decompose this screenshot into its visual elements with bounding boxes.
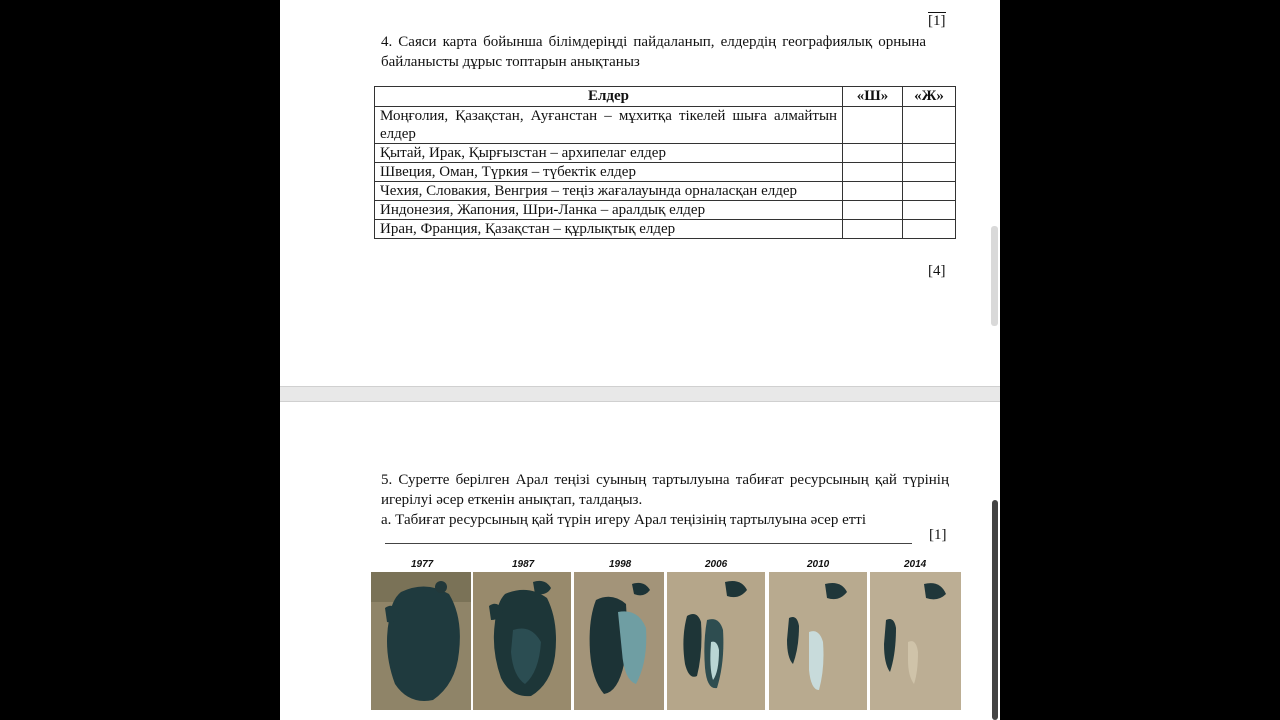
- header-false: «Ж»: [903, 87, 956, 107]
- row-statement: Швеция, Оман, Түркия – түбектік елдер: [375, 163, 843, 182]
- question-4-text: 4. Саяси карта бойынша білімдеріңді пайдаланып, елдердің географиялық орнына байланысты дұрыс топтарын анықтаныз: [381, 34, 926, 70]
- aral-2010-image: [769, 572, 867, 710]
- aral-2014-image: [870, 572, 961, 710]
- true-cell[interactable]: [843, 182, 903, 201]
- false-cell[interactable]: [903, 107, 956, 144]
- aral-1998-image: [574, 572, 664, 710]
- row-statement: Чехия, Словакия, Венгрия – теңіз жағалауында орналасқан елдер: [375, 182, 843, 201]
- header-true: «Ш»: [843, 87, 903, 107]
- false-cell[interactable]: [903, 182, 956, 201]
- row-statement: Қытай, Ирак, Қырғызстан – архипелаг елдер: [375, 144, 843, 163]
- false-cell[interactable]: [903, 220, 956, 239]
- aral-1977-image: [371, 572, 471, 710]
- header-countries: Елдер: [375, 87, 843, 107]
- table-header-row: [375, 87, 956, 107]
- table-row: [375, 220, 956, 239]
- question-5-score: [1]: [929, 527, 947, 543]
- table-row: [375, 163, 956, 182]
- year-label: 1987: [512, 559, 535, 570]
- row-statement: Индонезия, Жапония, Шри-Ланка – аралдық елдер: [375, 201, 843, 220]
- true-cell[interactable]: [843, 163, 903, 182]
- aral-2006-image: [667, 572, 765, 710]
- year-label: 1998: [609, 559, 632, 570]
- aral-1987-image: [473, 572, 571, 710]
- aral-sea-images: [371, 555, 961, 715]
- answer-line[interactable]: [385, 543, 912, 544]
- page-separator: [280, 386, 1000, 402]
- question-5a-text: а. Табиғат ресурсының қай түрін игеру Арал теңізінің тартылуына әсер етті: [381, 512, 867, 528]
- table-row: [375, 182, 956, 201]
- true-cell[interactable]: [843, 220, 903, 239]
- countries-table: [374, 86, 956, 239]
- table-row: [375, 201, 956, 220]
- question-4-score: [4]: [928, 263, 946, 279]
- year-label: 1977: [411, 559, 434, 570]
- row-statement: Иран, Франция, Қазақстан – құрлықтық елдер: [375, 220, 843, 239]
- table-row: [375, 144, 956, 163]
- false-cell[interactable]: [903, 201, 956, 220]
- row-statement: Моңғолия, Қазақстан, Ауғанстан – мұхитқа тікелей шыға алмайтын елдер: [375, 107, 843, 144]
- table-row: [375, 107, 956, 144]
- year-label: 2014: [904, 559, 927, 570]
- scrollbar-thumb[interactable]: [991, 226, 998, 326]
- scrollbar-track[interactable]: [992, 500, 998, 720]
- previous-score: [1]: [928, 13, 946, 29]
- year-label: 2010: [807, 559, 830, 570]
- year-label: 2006: [705, 559, 728, 570]
- document-page-1: [280, 0, 1000, 386]
- true-cell[interactable]: [843, 107, 903, 144]
- false-cell[interactable]: [903, 144, 956, 163]
- question-5-text: 5. Суретте берілген Арал теңізі суының тартылуына табиғат ресурсының қай түрінің игерілуі әсер еткенін анықтап, талдаңыз.: [381, 472, 949, 508]
- false-cell[interactable]: [903, 163, 956, 182]
- true-cell[interactable]: [843, 201, 903, 220]
- true-cell[interactable]: [843, 144, 903, 163]
